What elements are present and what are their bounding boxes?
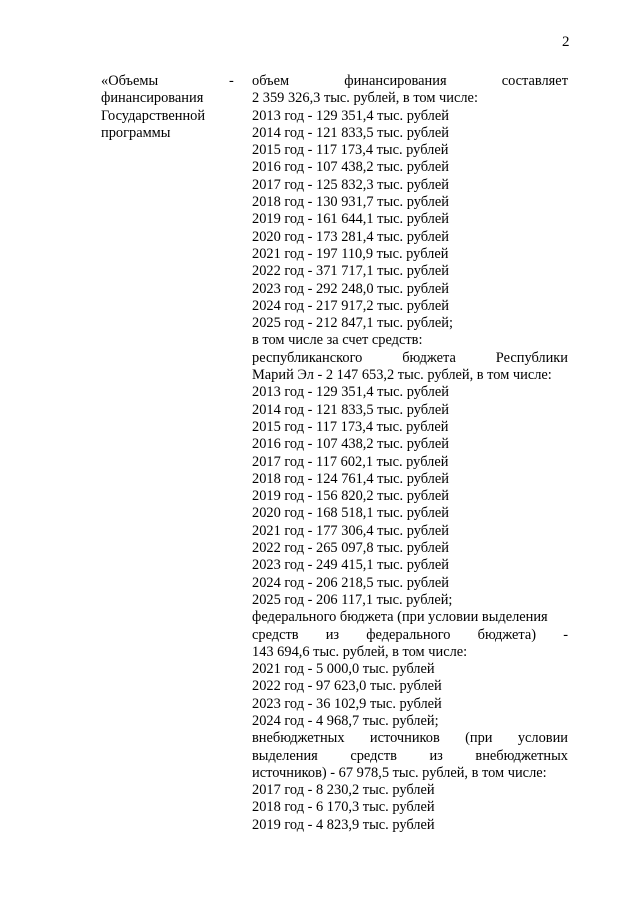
- year-line: 2015 год - 117 173,4 тыс. рублей: [252, 418, 449, 435]
- heading-word: средств: [252, 626, 299, 643]
- heading-word: республиканского: [252, 349, 363, 366]
- section-label-line: финансирования: [101, 90, 204, 107]
- section-label-line: «Объемы: [101, 73, 159, 89]
- year-line: 2024 год - 206 218,5 тыс. рублей: [252, 574, 449, 591]
- federal-by-year-list: [252, 661, 568, 730]
- section-label: [101, 73, 249, 142]
- year-line: 2021 год - 5 000,0 тыс. рублей: [252, 661, 435, 678]
- financing-description: [252, 73, 568, 834]
- sources-heading: в том числе за счет средств:: [252, 332, 423, 349]
- intro-word: объем: [252, 73, 290, 89]
- section-label-line: Государственной: [101, 107, 206, 124]
- year-line: 2022 год - 371 717,1 тыс. рублей: [252, 263, 449, 280]
- intro-word: финансирования: [344, 73, 447, 89]
- section-label-line: программы: [101, 124, 171, 141]
- year-line: 2025 год - 212 847,1 тыс. рублей;: [252, 315, 453, 332]
- heading-word: внебюджетных: [252, 730, 345, 747]
- year-line: 2016 год - 107 438,2 тыс. рублей: [252, 159, 449, 176]
- year-line: 2022 год - 97 623,0 тыс. рублей: [252, 678, 442, 695]
- total-by-year-list: [252, 108, 568, 333]
- year-line: 2023 год - 292 248,0 тыс. рублей: [252, 280, 449, 297]
- republic-budget-heading: [252, 350, 568, 367]
- heading-word: бюджета: [402, 349, 456, 366]
- year-line: 2017 год - 125 832,3 тыс. рублей: [252, 176, 449, 193]
- heading-word: средств: [350, 747, 397, 764]
- heading-word: из: [325, 626, 340, 643]
- federal-budget-total: 143 694,6 тыс. рублей, в том числе:: [252, 643, 468, 660]
- heading-word: выделения: [252, 747, 318, 764]
- label-dash: -: [229, 73, 234, 89]
- intro-word: составляет: [501, 73, 568, 89]
- heading-word: Республики: [495, 349, 568, 366]
- year-line: 2018 год - 124 761,4 тыс. рублей: [252, 470, 449, 487]
- heading-word: источников: [369, 730, 440, 747]
- year-line: 2022 год - 265 097,8 тыс. рублей: [252, 540, 449, 557]
- heading-word: (при: [465, 730, 493, 747]
- federal-budget-heading-line: [252, 627, 568, 644]
- year-line: 2023 год - 249 415,1 тыс. рублей: [252, 557, 449, 574]
- heading-word: внебюджетных: [475, 747, 568, 764]
- year-line: 2021 год - 197 110,9 тыс. рублей: [252, 245, 449, 262]
- year-line: 2019 год - 4 823,9 тыс. рублей: [252, 816, 435, 833]
- year-line: 2014 год - 121 833,5 тыс. рублей: [252, 124, 449, 141]
- year-line: 2017 год - 8 230,2 тыс. рублей: [252, 782, 435, 799]
- year-line: 2021 год - 177 306,4 тыс. рублей: [252, 522, 449, 539]
- year-line: 2020 год - 173 281,4 тыс. рублей: [252, 228, 449, 245]
- extrabudget-total: источников) - 67 978,5 тыс. рублей, в том числе:: [252, 764, 547, 781]
- heading-word: -: [563, 626, 568, 643]
- financing-total: 2 359 326,3 тыс. рублей, в том числе:: [252, 90, 478, 107]
- year-line: 2013 год - 129 351,4 тыс. рублей: [252, 384, 449, 401]
- heading-word: условии: [517, 730, 568, 747]
- page-number: 2: [562, 34, 570, 50]
- heading-word: федерального: [366, 626, 451, 643]
- extrabudget-by-year-list: [252, 782, 568, 834]
- year-line: 2025 год - 206 117,1 тыс. рублей;: [252, 591, 453, 608]
- year-line: 2013 год - 129 351,4 тыс. рублей: [252, 107, 449, 124]
- republic-by-year-list: [252, 384, 568, 609]
- federal-budget-heading: федерального бюджета (при условии выделения: [252, 609, 548, 626]
- republic-budget-total: Марий Эл - 2 147 653,2 тыс. рублей, в том числе:: [252, 367, 552, 384]
- heading-word: из: [429, 747, 443, 764]
- year-line: 2017 год - 117 602,1 тыс. рублей: [252, 453, 449, 470]
- year-line: 2019 год - 156 820,2 тыс. рублей: [252, 488, 449, 505]
- extrabudget-heading-line: [252, 748, 568, 765]
- year-line: 2015 год - 117 173,4 тыс. рублей: [252, 142, 449, 159]
- extrabudget-heading: [252, 730, 568, 747]
- year-line: 2024 год - 217 917,2 тыс. рублей: [252, 297, 449, 314]
- year-line: 2018 год - 6 170,3 тыс. рублей: [252, 799, 435, 816]
- heading-word: бюджета): [477, 626, 537, 643]
- year-line: 2018 год - 130 931,7 тыс. рублей: [252, 194, 449, 211]
- year-line: 2023 год - 36 102,9 тыс. рублей: [252, 695, 442, 712]
- year-line: 2024 год - 4 968,7 тыс. рублей;: [252, 712, 439, 729]
- financing-intro: [252, 73, 568, 90]
- year-line: 2020 год - 168 518,1 тыс. рублей: [252, 505, 449, 522]
- year-line: 2014 год - 121 833,5 тыс. рублей: [252, 401, 449, 418]
- year-line: 2016 год - 107 438,2 тыс. рублей: [252, 436, 449, 453]
- year-line: 2019 год - 161 644,1 тыс. рублей: [252, 211, 449, 228]
